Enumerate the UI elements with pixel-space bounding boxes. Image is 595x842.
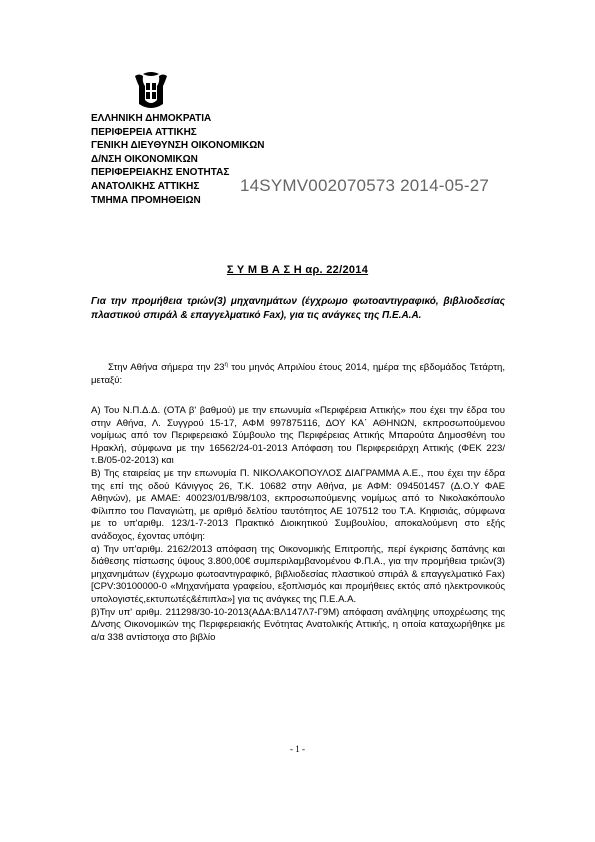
header-line: ΠΕΡΙΦΕΡΕΙΑ ΑΤΤΙΚΗΣ: [91, 126, 197, 138]
party-b-paragraph: Β) Της εταιρείας με την επωνυμία Π. ΝΙΚΟΛΑΚΟΠΟΥΛΟΣ ΔΙΑΓΡΑΜΜΑ Α.Ε., που έχει την έδρα της επί της οδού Κάνιγγος 26, Τ.Κ. 10682 στην Αθήνα, με ΑΦΜ: 094501457 (Δ.Ο.Υ ΦΑΕ Αθηνών), με ΑΜΑΕ: 40023/01/Β/98/103, εκπροσωπούμενης νομίμως από το Νικολακόπουλο Φίλιππο του Παναγιώτη, με αριθμό δελτίου ταυτότητος ΑΕ 107512 του Τ.Α. Κηφισιάς, σύμφωνα με το υπ'αριθμ. 123/1-7-2013 Πρακτικό Διοικητικού Συμβουλίου, αποκαλούμενη στο εξής ανάδοχος, έχοντας υπόψη:: [91, 467, 505, 542]
clause-b-paragraph: β)Την υπ' αριθμ. 211298/30-10-2013(ΑΔΑ:ΒΛ147Λ7-Γ9Μ) απόφαση ανάληψης υποχρέωσης της Δ/νσης Οικονομικών της Περιφερειακής Ενότητας Ανατολικής Αττικής, η οποία καταχωρήθηκε με α/α 338 αντίστοιχα στο βιβλίο: [91, 606, 505, 643]
contract-title: Σ Υ Μ Β Α Σ Η αρ. 22/2014: [226, 264, 369, 276]
greek-coat-of-arms-icon: [130, 70, 172, 112]
clause-a-paragraph: α) Την υπ'αριθμ. 2162/2013 απόφαση της Οικονομικής Επιτροπής, περί έγκρισης δαπάνης και διάθεσης πίστωσης ύψους 3.800,00€ συμπεριλαμβανομένου Φ.Π.Α., για την προμήθεια τριών(3) μηχανημάτων (έγχρωμο φωτοαντιγραφικό, βιβλιοδεσίας πλαστικού σπιράλ & επαγγελματικό Fax)[CPV:30100000-0 «Μηχανήματα γραφείου, εξοπλισμός και προμήθειες εκτός από ηλεκτρονικούς υπολογιστές,εκτυπωτές&έπιπλα»] για τις ανάγκες της Π.Ε.Α.Α.: [91, 543, 505, 605]
intro-text: Στην Αθήνα σήμερα την 23: [108, 362, 225, 373]
page-number: - 1 -: [290, 744, 305, 754]
ordinal-superscript: η: [224, 361, 228, 368]
intro-paragraph: [91, 362, 505, 387]
ada-stamp: 14SYMV002070573 2014-05-27: [240, 176, 490, 195]
header-line: ΓΕΝΙΚΗ ΔΙΕΥΘΥΝΣΗ ΟΙΚΟΝΟΜΙΚΩΝ: [91, 140, 265, 152]
issuing-authority-header: [91, 112, 265, 207]
header-line: Δ/ΝΣΗ ΟΙΚΟΝΟΜΙΚΩΝ: [91, 153, 198, 165]
contract-subject: Για την προμήθεια τριών(3) μηχανημάτων (έγχρωμο φωτοαντιγραφικό, βιβλιοδεσίας πλαστικού σπιράλ & επαγγελματικό Fax), για τις ανάγκες της Π.Ε.Α.Α.: [91, 296, 505, 321]
contract-body: [91, 405, 505, 644]
header-line: ΑΝΑΤΟΛΙΚΗΣ ΑΤΤΙΚΗΣ: [91, 180, 200, 192]
header-line: ΤΜΗΜΑ ΠΡΟΜΗΘΕΙΩΝ: [91, 194, 201, 206]
party-a-paragraph: Α) Του Ν.Π.Δ.Δ. (ΟΤΑ β' βαθμού) με την επωνυμία «Περιφέρεια Αττικής» που έχει την έδρα του στην Αθήνα, Λ. Συγγρού 15-17, ΑΦΜ 997875116, ΔΟΥ ΚΑ΄ ΑΘΗΝΩΝ, εκπροσωπούμενου νομίμως από τον Περιφερειακό Σύμβουλο της Περιφέρειας Αττικής Μπαρούτα Δημοσθένη του Ηρακλή, σύμφωνα με την 16562/24-01-2013 Απόφαση του Περιφερειάρχη Αττικής (ΦΕΚ 223/τ.Β/05-02-2013) και: [91, 405, 505, 467]
header-line: ΠΕΡΙΦΕΡΕΙΑΚΗΣ ΕΝΟΤΗΤΑΣ: [91, 167, 230, 179]
intro-text-continued: του μηνός Απριλίου έτους 2014, ημέρα της εβδομάδος Τετάρτη, μεταξύ:: [91, 362, 505, 386]
header-line: ΕΛΛΗΝΙΚΗ ΔΗΜΟΚΡΑΤΙΑ: [91, 113, 212, 124]
